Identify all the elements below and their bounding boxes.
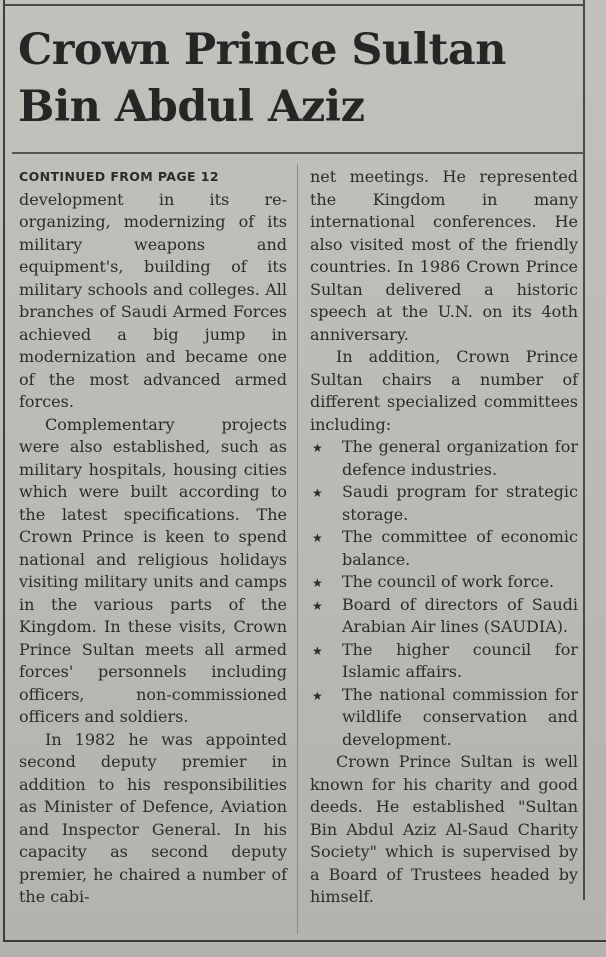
paragraph: development in its re-organizing, modernizing of its military weapons and equipment's, building of its military schools and colleges. All branches of Saudi Armed Forces achieved a big jump in modernization and became one of the most advanced armed forces.: [19, 189, 287, 411]
paragraph: In addition, Crown Prince Sultan chairs a number of different specialized committees including:: [310, 347, 578, 434]
committee-item: ★ The committee of economic balance.: [310, 526, 578, 571]
committee-item: ★ The general organization for defence industries.: [310, 436, 578, 481]
left-frame-rule: [3, 0, 5, 942]
paragraph: Complementary projects were also established, such as military hospitals, housing cities which were built according to the latest specifications. The Crown Prince is keen to spend national and religious holidays visiting military units and camps in the various parts of the Kingdom. In these visits, Crown Prince Sultan meets all armed forces' personnels including officers, non-commissioned officers and soldiers.: [19, 414, 287, 726]
committee-list: [310, 436, 578, 751]
right-frame-rule: [583, 0, 585, 900]
top-rule: [3, 4, 585, 6]
bottom-frame-rule: [3, 940, 606, 942]
column-divider: [297, 164, 298, 934]
committee-item: ★ The council of work force.: [310, 571, 578, 594]
paragraph: Crown Prince Sultan is well known for his charity and good deeds. He established "Sultan Bin Abdul Aziz Al-Saud Charity Society" which is supervised by a Board of Trustees headed by himself.: [310, 752, 578, 906]
paragraph: net meetings. He represented the Kingdom in many international conferences. He also visited most of the friendly countries. In 1986 Crown Prince Sultan delivered a historic speech at the U.N. on its 4oth anniversary.: [310, 167, 578, 344]
paragraph: In 1982 he was appointed second deputy premier in addition to his responsibilities as Minister of Defence, Aviation and Inspector General. In his capacity as second deputy premier, he chaired a number of the cabi-: [19, 729, 287, 906]
left-column: [19, 166, 287, 909]
committee-item: ★ The higher council for Islamic affairs.: [310, 639, 578, 684]
headline-rule: [12, 152, 584, 154]
continued-kicker: CONTINUED FROM PAGE 12: [19, 169, 219, 184]
committee-item: ★ Board of directors of Saudi Arabian Air lines (SAUDIA).: [310, 594, 578, 639]
committee-item: ★ The national commission for wildlife conservation and development.: [310, 684, 578, 752]
committee-item: ★ Saudi program for strategic storage.: [310, 481, 578, 526]
right-column: [310, 166, 578, 909]
article-headline: Crown Prince Sultan Bin Abdul Aziz: [18, 25, 507, 132]
